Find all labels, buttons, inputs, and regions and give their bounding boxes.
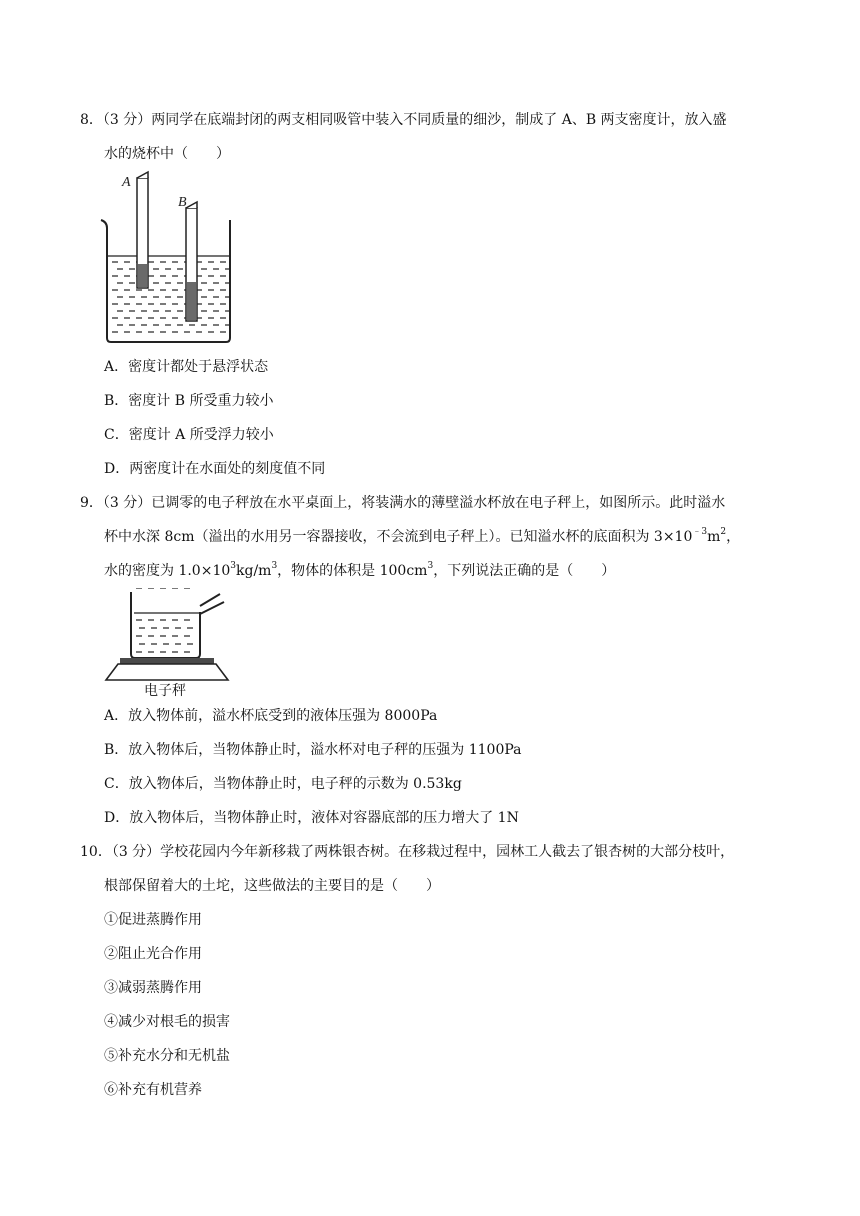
q10-item-3: ③减弱蒸腾作用 [104, 980, 202, 996]
q8-stem-line2: 水的烧杯中（ ） [104, 146, 230, 162]
q9-option-b: B．放入物体后，当物体静止时，溢水杯对电子秤的压强为 1100Pa [104, 742, 522, 758]
q9-stem-line3: 水的密度为 $1.0\times 10^3kg/m^3$，物体的体积是 $100cm^3$，下列说法正确的是（ ） [104, 561, 616, 579]
label-a: A [122, 175, 131, 190]
q9-option-c: C．放入物体后，当物体静止时，电子秤的示数为 0.53kg [104, 776, 462, 792]
water-texture [112, 170, 231, 332]
q8-option-b: B．密度计 B 所受重力较小 [104, 393, 274, 409]
q10-stem-line2: 根部保留着大的土坨，这些做法的主要目的是（ ） [104, 878, 440, 894]
q10-item-1: ①促进蒸腾作用 [104, 912, 202, 928]
q8-option-d: D．两密度计在水面处的刻度值不同 [104, 461, 326, 477]
hydrometer-a [137, 172, 148, 288]
label-b: B [178, 195, 187, 210]
beaker [101, 220, 230, 342]
q10-item-5: ⑤补充水分和无机盐 [104, 1048, 230, 1064]
q8-option-c: C．密度计 A 所受浮力较小 [104, 427, 274, 443]
q9-stem-line2: 杯中水深 8cm（溢出的水用另一容器接收，不会流到电子秤上）。已知溢水杯的底面积为 $3\times 10^{﹣3}m^2$， [104, 527, 741, 545]
scale-plate [120, 658, 214, 664]
q8-stem-line1: 8．（3 分）两同学在底端封闭的两支相同吸管中装入不同质量的细沙，制成了 A、B 两支密度计，放入盛 [80, 112, 727, 128]
overflow-cup [131, 592, 200, 658]
cup-spout-top [200, 594, 220, 606]
q10-item-6: ⑥补充有机营养 [104, 1082, 202, 1098]
q9-option-d: D．放入物体后，当物体静止时，液体对容器底部的压力增大了 1N [104, 810, 519, 826]
q9-option-a: A．放入物体前，溢水杯底受到的液体压强为 8000Pa [104, 708, 438, 724]
q10-stem-line1: 10．（3 分）学校花园内今年新移栽了两株银杏树。在移栽过程中，园林工人截去了银杏树的大部分枝叶， [80, 844, 735, 860]
scale-label: 电子秤 [144, 683, 186, 699]
q10-item-4: ④减少对根毛的损害 [104, 1014, 230, 1030]
q10-item-2: ②阻止光合作用 [104, 946, 202, 962]
scale-base [106, 664, 228, 680]
q8-option-a: A．密度计都处于悬浮状态 [104, 359, 269, 375]
hydrometer-b [186, 202, 197, 321]
overflow-cup-scale-figure [104, 588, 230, 700]
cup-water-texture [136, 588, 193, 652]
q9-stem-line1: 9．（3 分）已调零的电子秤放在水平桌面上，将装满水的薄壁溢水杯放在电子秤上，如图所示。此时溢水 [80, 495, 726, 511]
hydrometer-beaker-figure [98, 170, 238, 346]
